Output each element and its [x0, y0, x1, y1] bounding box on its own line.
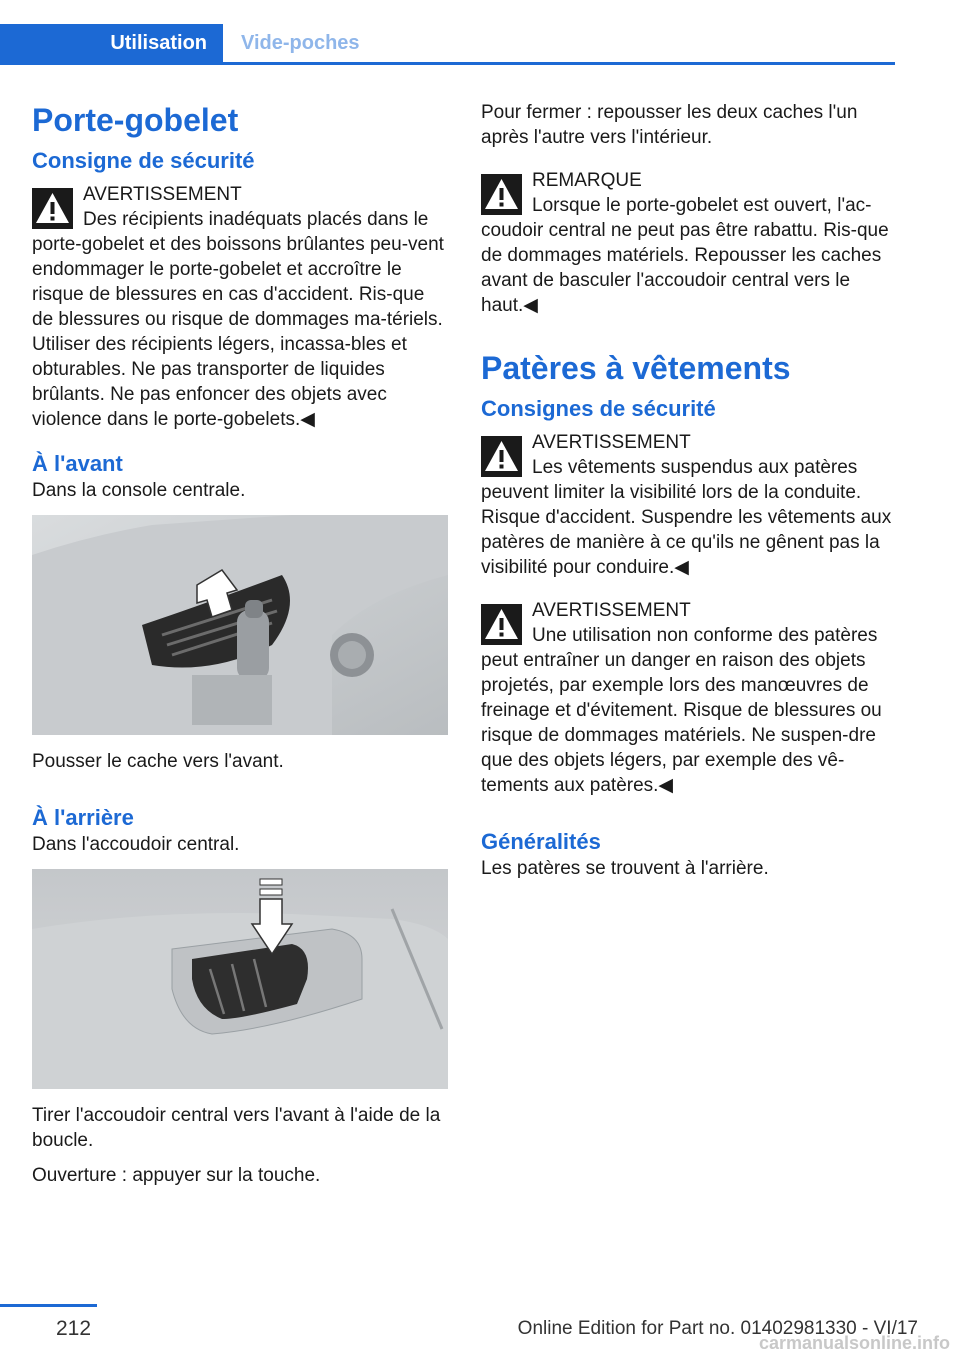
- warning-block-2: [481, 598, 895, 798]
- rear-text: Dans l'accoudoir central.: [32, 834, 240, 855]
- warning-triangle-icon: [481, 604, 522, 645]
- page-number-rule: [0, 1304, 97, 1307]
- rear-armrest-image: [32, 869, 448, 1089]
- header-tab-bar: [0, 24, 895, 65]
- rear-caption: Tirer l'accoudoir central vers l'avant à l'aide de la boucle.: [32, 1105, 441, 1151]
- rear-open-text: Ouverture : appuyer sur la touche.: [32, 1165, 321, 1186]
- front-text: Dans la console centrale.: [32, 480, 246, 501]
- warning-block: [32, 182, 448, 432]
- warning2-label: AVERTISSEMENT: [532, 600, 691, 621]
- right-column: [481, 100, 895, 881]
- heading-consignes-securite: Consignes de sécurité: [481, 396, 716, 421]
- note-label: REMARQUE: [532, 170, 642, 191]
- heading-avant: À l'avant: [32, 451, 123, 476]
- section-title-porte-gobelet: Porte-gobelet: [32, 102, 239, 138]
- warning-triangle-icon: [32, 188, 73, 229]
- warning-block-1: [481, 430, 895, 580]
- tab-utilisation[interactable]: Utilisation: [0, 24, 223, 62]
- page-number: 212: [56, 1317, 92, 1340]
- heading-consigne-securite: Consigne de sécurité: [32, 148, 255, 173]
- warning-triangle-icon: [481, 174, 522, 215]
- close-text: Pour fermer : repousser les deux caches l'un après l'autre vers l'intérieur.: [481, 102, 858, 148]
- front-cupholder-image: [32, 515, 448, 735]
- left-column: [32, 100, 448, 1188]
- warning2-text: Une utilisation non conforme des patères peut entraîner un danger en raison des objets projetés, par exemple lors des manœuvres de freinage et d'évitement. Risque de blessures ou risque de dommages matériels. Ne suspen‐dre que des objets légers, par exemple des vê‐tements aux patères.◀: [481, 625, 882, 796]
- general-text: Les patères se trouvent à l'arrière.: [481, 858, 769, 879]
- heading-generalites: Généralités: [481, 829, 601, 854]
- tab-vide-poches[interactable]: Vide-poches: [241, 32, 360, 54]
- note-text: Lorsque le porte-gobelet est ouvert, l'ac‐coudoir central ne peut pas être rabattu. Ris‐que de dommages matériels. Repousser les caches avant de basculer l'accoudoir central vers le haut.◀: [481, 195, 889, 316]
- warning1-label: AVERTISSEMENT: [532, 432, 691, 453]
- warning-label: AVERTISSEMENT: [83, 184, 242, 205]
- section-title-pateres: Patères à vêtements: [481, 350, 791, 386]
- edition-footer: Online Edition for Part no. 01402981330 - VI/17: [517, 1318, 918, 1339]
- warning-triangle-icon: [481, 436, 522, 477]
- front-caption: Pousser le cache vers l'avant.: [32, 751, 284, 772]
- note-block: [481, 168, 895, 318]
- heading-arriere: À l'arrière: [32, 805, 134, 830]
- watermark: carmanualsonline.info: [758, 1333, 950, 1353]
- warning1-text: Les vêtements suspendus aux patères peuvent limiter la visibilité lors de la conduite. Risque d'accident. Suspendre les vêtements aux patères de manière à ce qu'ils ne gênent pas la visibilité pour conduire.◀: [481, 457, 892, 578]
- warning-text: Des récipients inadéquats placés dans le porte-gobelet et des boissons brûlantes peu‐vent endommager le porte-gobelet et accroître le risque de blessures en cas d'accident. Ris‐que de blessures ou risque de dommages ma‐tériels. Utiliser des récipients légers, incassa‐bles et obturables. Ne pas transporter de liquides brûlants. Ne pas enfoncer des objets avec violence dans le porte-gobelets.◀: [32, 209, 444, 430]
